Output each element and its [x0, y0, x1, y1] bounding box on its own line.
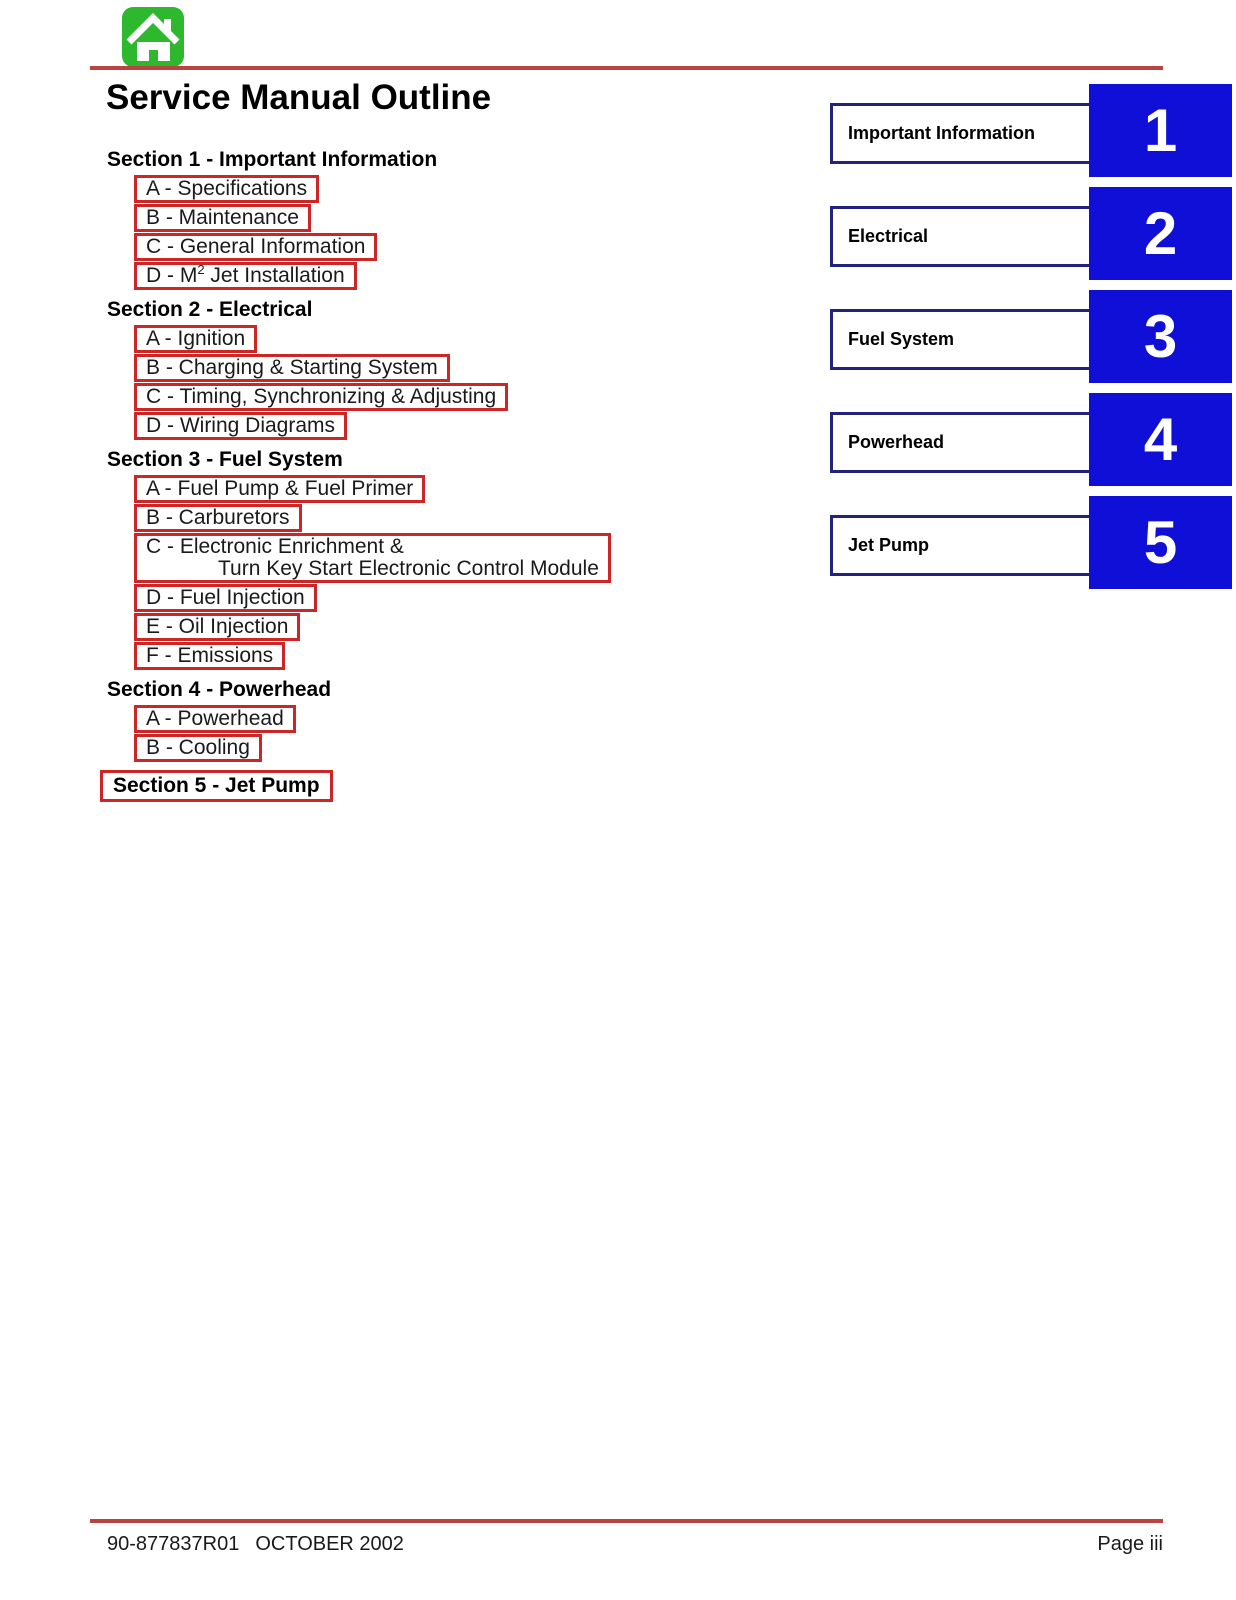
outline-item-link[interactable]: D - $M^2$ Jet Installation	[134, 262, 357, 290]
outline-item-link[interactable]: C - Electronic Enrichment & Turn Key Start Electronic Control Module	[134, 533, 611, 583]
footer-left	[107, 1533, 404, 1556]
outline-item-link[interactable]: A - Fuel Pump & Fuel Primer	[134, 475, 425, 503]
outline-item-link[interactable]: B - Cooling	[134, 734, 262, 762]
outline-item-link[interactable]: B - Carburetors	[134, 504, 302, 532]
tab-number-4[interactable]: 4	[1089, 393, 1232, 486]
tab-number-2[interactable]: 2	[1089, 187, 1232, 280]
document-number: 90-877837R01	[107, 1533, 240, 1555]
outline-item-link[interactable]: E - Oil Injection	[134, 613, 300, 641]
outline-item-link[interactable]: F - Emissions	[134, 642, 285, 670]
tab-number-3[interactable]: 3	[1089, 290, 1232, 383]
outline-item-link[interactable]: A - Powerhead	[134, 705, 296, 733]
outline-item-link[interactable]: D - Wiring Diagrams	[134, 412, 347, 440]
section-header: Section 3 - Fuel System	[107, 448, 343, 471]
tab-label-jet-pump[interactable]: Jet Pump	[830, 515, 1092, 576]
section-header: Section 1 - Important Information	[107, 148, 438, 171]
page-title: Service Manual Outline	[106, 78, 492, 117]
outline-item-link[interactable]: B - Charging & Starting System	[134, 354, 450, 382]
tab-label-powerhead[interactable]: Powerhead	[830, 412, 1092, 473]
outline-item-link[interactable]: D - Fuel Injection	[134, 584, 317, 612]
outline-item-link[interactable]: A - Specifications	[134, 175, 319, 203]
outline-item-link[interactable]: A - Ignition	[134, 325, 257, 353]
tab-label-important-information[interactable]: Important Information	[830, 103, 1092, 164]
outline-item-link[interactable]: B - Maintenance	[134, 204, 311, 232]
section-tabs	[0, 0, 1236, 700]
section-header: Section 2 - Electrical	[107, 298, 313, 321]
outline-item-link[interactable]: C - General Information	[134, 233, 377, 261]
page-number: Page iii	[1097, 1533, 1163, 1555]
publish-date: OCTOBER 2002	[255, 1533, 404, 1555]
section-header: Section 4 - Powerhead	[107, 678, 332, 701]
section-header-link[interactable]: Section 5 - Jet Pump	[100, 770, 333, 802]
tab-number-5[interactable]: 5	[1089, 496, 1232, 589]
footer-divider	[90, 1519, 1163, 1523]
tab-number-1[interactable]: 1	[1089, 84, 1232, 177]
outline-item-link[interactable]: C - Timing, Synchronizing & Adjusting	[134, 383, 508, 411]
tab-label-electrical[interactable]: Electrical	[830, 206, 1092, 267]
tab-label-fuel-system[interactable]: Fuel System	[830, 309, 1092, 370]
